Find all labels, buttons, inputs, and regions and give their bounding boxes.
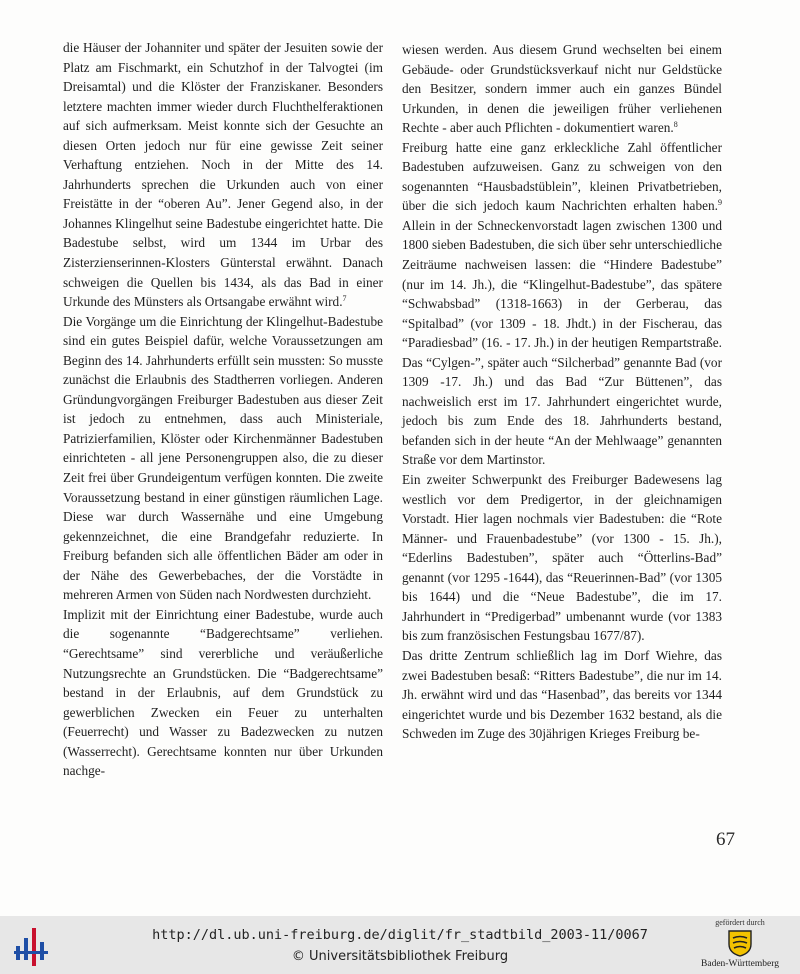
paragraph: wiesen werden. Aus diesem Grund wechselten bei einem Gebäude- oder Grundstücksverkauf nicht nur Geldstücke den Besitzer, sondern immer auch ein ganzes Bündel Urkunden, in denen die jeweiligen früher verliehenen Rechte - aber auch Pflichten - dokumentiert waren.$^8$	[402, 42, 722, 136]
paragraph: Implizit mit der Einrichtung einer Badestube, wurde auch die sogenannte “Badgerechtsame” verliehen. “Gerechtsame” sind vererbliche und veräußerliche Nutzungsrechte an Grundstücken. Die “Badgerechtsame” bestand in der Erlaubnis, auf dem Grundstück zu gewerblichen Zwecken ein Feuer zu unterhalten (Feuerrecht) und Wasser zu Badezwecken zu nutzen (Wasserrecht). Gerechtsame konnten nur über Urkunden nachge-	[63, 606, 383, 779]
copyright-notice: © Universitätsbibliothek Freiburg	[291, 949, 509, 964]
right-text-column	[402, 40, 722, 744]
footnote-ref: 9	[718, 198, 722, 208]
footnote-ref: 7	[342, 294, 347, 304]
viewer-footer	[0, 916, 800, 974]
left-text-column	[63, 38, 383, 781]
paragraph: Ein zweiter Schwerpunkt des Freiburger Badewesens lag westlich vor dem Predigertor, in der gleichnamigen Vorstadt. Hier lagen nochmals vier Badestuben: die “Rote Männer- und Frauenbadestube” (vor 1300 - 15. Jh.), “Ederlins Badestuben”, später auch “Ötterlins-Bad” genannt (vor 1295 -1644), das “Reuerinnen-Bad” (vor 1305 bis 1644) und die “Neue Badestube”, die im 17. Jahrhundert in “Predigerbad” umbenannt wurde (vor 1383 bis zum französischen Festungsbau 1677/87).	[402, 472, 722, 644]
document-url-link[interactable]: http://dl.ub.uni-freiburg.de/diglit/fr_stadtbild_2003-11/0067	[152, 927, 648, 943]
paragraph: Die Vorgänge um die Einrichtung der Klingelhut-Badestube sind ein gutes Beispiel dafür, welche Voraussetzungen am Beginn des 14. Jahrhunderts erfüllt sein mussten: So musste zunächst die Erlaubnis des Stadtherren vorliegen. Anderen Gründungvorgängen Freiburger Badestuben aus dieser Zeit ist jedoch zu entnehmen, dass auch Ministeriale, Patrizierfamilien, Klöster oder Kirchenmänner Badestuben einrichteten - all jene Personengruppen also, die zu dieser Zeit frei über Grundeigentum verfügen konnten. Die zweite Voraussetzung bestand in einer günstigen räumlichen Lage. Diese war durch Wassernähe und eine Umgebung gekennzeichnet, die eine Brandgefahr reduzierte. In Freiburg befanden sich alle öffentlichen Bäder am oder in der Nähe des Gewerbebaches, der die Vorstädte in mehreren Armen von Süden nach Nordwesten durchzieht.	[63, 313, 383, 603]
sponsor-label: gefördert durch	[715, 918, 765, 927]
page-number: 67	[716, 829, 735, 850]
footnote-ref: 8	[673, 120, 678, 130]
paragraph: Freiburg hatte eine ganz erkleckliche Zahl öffentlicher Badestuben aufzuweisen. Ganz zu schweigen von den sogenannten “Hausbadstüblein”, kleinen Privatbetrieben, über die sich jedoch kaum Nachrichten erhalten haben.$^9$ Allein in der Schneckenvorstadt lagen zwischen 1300 und 1800 sieben Badestuben, die sich über sehr unterschiedliche Zeiträume nachweisen lassen: die “Hindere Badestube” (nur im 14. Jh.), die “Klingelhut-Badestube”, das spätere “Schwabsbad” (1318-1663) in der Gerberau, das “Spitalbad” (vor 1309 - 18. Jhdt.) in der Fischerau, das “Paradiesbad” (16. - 17. Jh.) in der heutigen Rempartstraße. Das “Cylgen-”, später auch “Silcherbad” genannte Bad (vor 1309 -17. Jh.) und das Bad “Zur Büttenen”, das nachweislich erst im 17. Jahrhundert eingerichtet wurde, jedoch bis zum Ende des 18. Jahrhunderts bestand, befanden sich in der heute “An der Mehlwaage” genannten Straße vor dem Martinstor.	[402, 139, 722, 468]
ub-freiburg-logo-icon	[14, 924, 50, 968]
coat-of-arms-icon	[725, 928, 755, 958]
sponsor-name: Baden-Württemberg	[701, 959, 779, 969]
paragraph: die Häuser der Johanniter und später der Jesuiten sowie der Platz am Fischmarkt, ein Schutzhof in der Talvogtei (im Dreisamtal) und die Klöster der Franziskaner. Besonders letztere machten immer wieder durch Fluchthelferaktionen auf sich aufmerksam. Meist konnte sich der Gesuchte an diesen Orten jedoch nur für eine gewisse Zeit seiner Verhaftung entziehen. Noch in der Mitte des 14. Jahrhunderts sprechen die Urkunden auch von einer Freistätte in der “oberen Au”. Jener Gegend also, in der Johannes Klingelhut seine Badestube eingerichtet hatte. Die Badestube selbst, wird um 1344 im Urbar des Zisterzienserinnen-Klosters Günterstal erwähnt. Danach schweigen die Quellen bis 1434, als das Bad in einer Urkunde des Münsters als Ortsangabe erwähnt wird.$^7$	[63, 40, 383, 310]
sponsor-logo	[694, 918, 786, 972]
paragraph: Das dritte Zentrum schließlich lag im Dorf Wiehre, das zwei Badestuben besaß: “Ritters Badestube”, die nur im 14. Jh. erwähnt wird und das “Hasenbad”, das bereits vor 1344 eingerichtet wurde und bis Dezember 1632 bestand, als die Schweden im Zuge des 30jährigen Krieges Freiburg be-	[402, 647, 722, 742]
